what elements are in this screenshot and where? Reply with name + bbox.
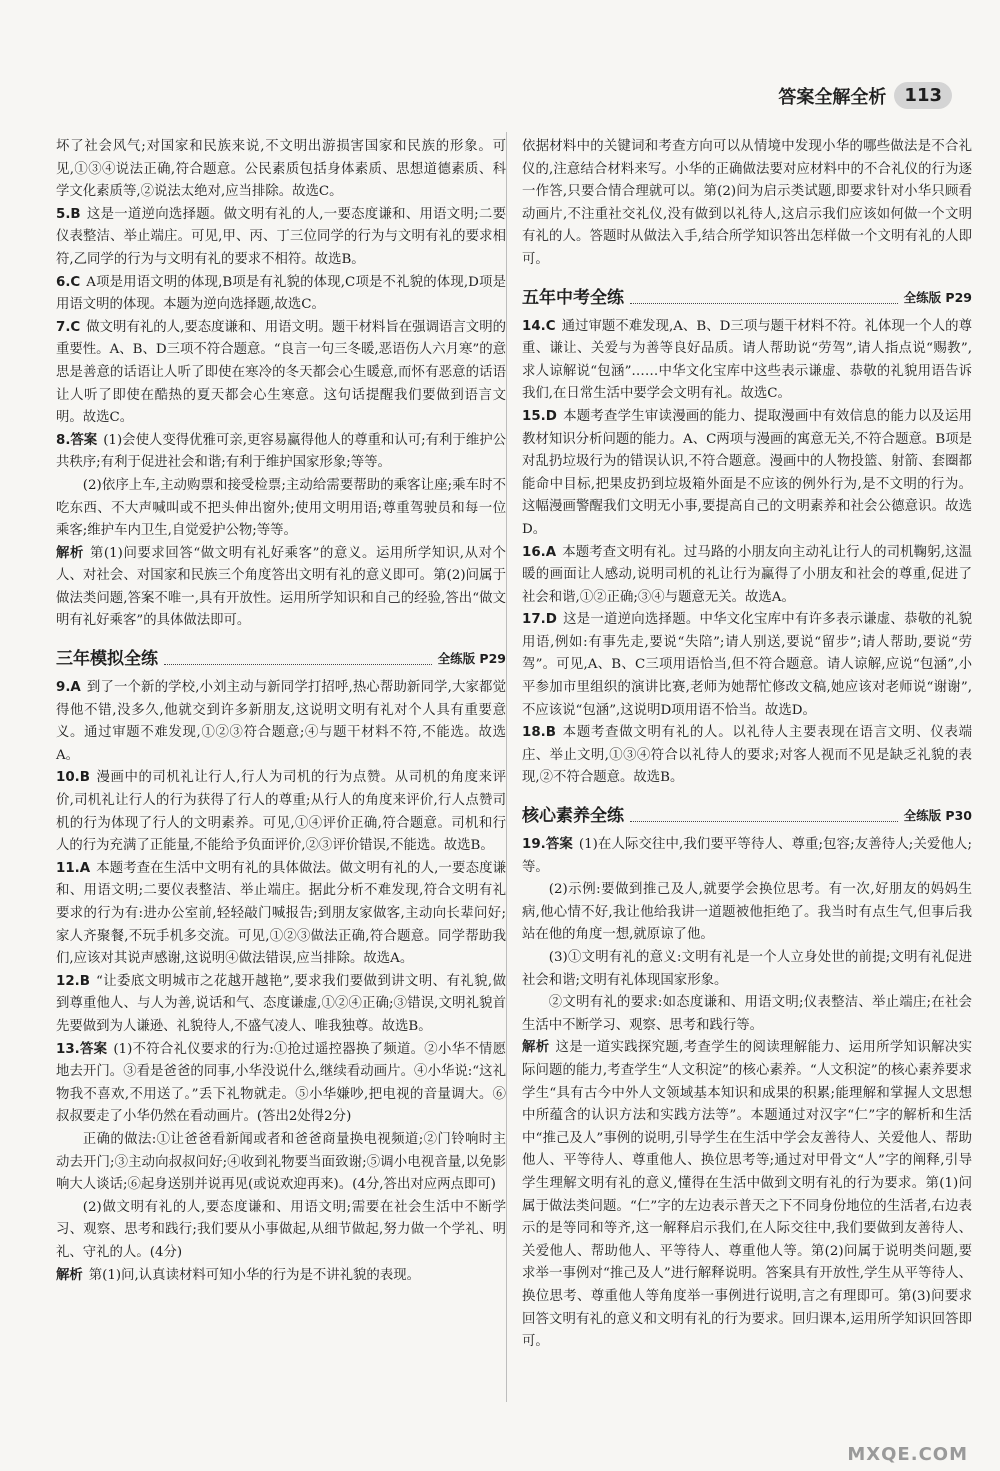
- answer-19-part-3: (3)①文明有礼的意义:文明有礼是一个人立身处世的前提;文明有礼促进社会和谐;文明有礼体现国家形象。: [522, 950, 972, 988]
- answer-13-analysis: 解析 第(1)问,认真读材料可知小华的行为是不讲礼貌的表现。: [56, 1267, 420, 1283]
- section-header-five-year: [522, 280, 972, 310]
- answer-19-analysis: 解析 这是一道实践探究题,考查学生的阅读理解能力、运用所学知识解决实际问题的能力,考查学生“人文积淀”的核心素养。“人文积淀”的核心素养要求学生“具有古今中外人文领域基本知识和成果的积累;能理解和掌握人文思想中所蕴含的认识方法和实践方法等”。本题通过对汉字“仁”字的解析和生活中“推己及人”事例的说明,引导学生在生活中学会友善待人、关爱他人、帮助他人、平等待人、尊重他人、换位思考等;通过对甲骨文“人”字的阐释,引导学生理解文明有礼的意义,懂得在生活中做到文明有礼的行为要求。第(1)问属于做法类问题。“仁”字的左边表示普天之下不同身份地位的生活者,右边表示的是等同和等齐,这一解释启示我们,在人际交往中,我们要做到友善待人、关爱他人、帮助他人、平等待人、尊重他人等。第(2)问属于说明类问题,要求举一事例对“推己及人”进行解释说明。答案具有开放性,学生从平等待人、换位思考、尊重他人等角度举一事例进行说明,言之有理即可。第(3)问要求回答文明有礼的意义和文明有礼的行为要求。回归课本,运用所学知识回答即可。: [522, 1040, 972, 1350]
- analysis-continuation: 依据材料中的关键词和考查方向可以从情境中发现小华的哪些做法是不合礼仪的,注意结合材料来写。小华的正确做法要对应材料中的不合礼仪的行为逐一作答,只要合情合理就可以。第(2)问为启示类试题,即要求针对小华只顾看动画片,不注重社交礼仪,没有做到以礼待人,这启示我们应该如何做一个文明有礼的人。答题时从做法入手,结合所学知识答出怎样做一个文明有礼的人即可。: [522, 139, 972, 267]
- answer-19-part-2: (2)示例:要做到推己及人,就要学会换位思考。有一次,好朋友的妈妈生病,他心情不好,我让他给我讲一道题被他拒绝了。我当时有点生气,但事后我站在他的角度一想,就原谅了他。: [522, 882, 972, 943]
- watermark: MXQE.COM: [847, 1444, 968, 1465]
- column-divider: [506, 132, 507, 1402]
- right-column: [522, 136, 972, 1354]
- answer-13-part-3: (2)做文明有礼的人,要态度谦和、用语文明;需要在社会生活中不断学习、观察、思考和践行;我们要从小事做起,从细节做起,努力做一个学礼、明礼、守礼的人。(4分): [56, 1199, 506, 1260]
- answer-10: 10.B 漫画中的司机礼让行人,行人为司机的行为点赞。从司机的角度来评价,司机礼让行人的行为获得了行人的尊重;从行人的角度来评价,行人点赞司机的行为体现了行人的文明素养。可见,①④评价正确,符合题意。司机和行人的行为充满了正能量,不能给予负面评价,②③评价错误,不能选。故选B。: [56, 770, 506, 854]
- answer-8-part-2: (2)依序上车,主动购票和接受检票;主动给需要帮助的乘客让座;乘车时不吃东西、不大声喊叫或不把头伸出窗外;使用文明用语;尊重驾驶员和每一位乘客;维护车内卫生,自觉爱护公物;等等。: [56, 477, 506, 539]
- header-title: 答案全解全析: [778, 86, 887, 108]
- left-column: [56, 136, 506, 1287]
- answer-18: 18.B 本题考查做文明有礼的人。以礼待人主要表现在语言文明、仪表端庄、举止文明,①③④符合以礼待人的要求;对客人视而不见是缺乏礼貌的表现,②不符合题意。故选B。: [522, 725, 972, 786]
- section-page-ref: 全练版 P30: [903, 808, 972, 824]
- section-header-three-year: [56, 641, 506, 671]
- section-title: 三年模拟全练: [56, 649, 158, 670]
- page-header: [778, 82, 952, 109]
- answer-11: 11.A 本题考查在生活中文明有礼的具体做法。做文明有礼的人,一要态度谦和、用语文明;二要仪表整洁、举止端庄。据此分析不难发现,符合文明有礼要求的行为有:进办公室前,轻轻敲门喊报告;到朋友家做客,主动向长辈问好;家人齐聚餐,不玩手机多交流。可见,①②③做法正确,符合题意。同学帮助我们,应该对其说声感谢,这说明④做法错误,应当排除。故选A。: [56, 860, 506, 967]
- section-page-ref: 全练版 P29: [903, 289, 972, 305]
- section-title: 核心素养全练: [522, 806, 624, 827]
- answer-continuation: 坏了社会风气;对国家和民族来说,不文明出游损害国家和民族的形象。可见,①③④说法正确,符合题意。公民素质包括身体素质、思想道德素质、科学文化素质等,②说法太绝对,应当排除。故选C。: [56, 139, 506, 200]
- answer-8-part-1: 8.答案 (1)会使人变得优雅可亲,更容易赢得他人的尊重和认可;有利于维护公共秩序;有利于促进社会和谐;有利于维护国家形象;等等。: [56, 432, 507, 471]
- section-title: 五年中考全练: [522, 287, 624, 308]
- section-header-core-literacy: [522, 798, 972, 828]
- answer-19-part-1: 19.答案 (1)在人际交往中,我们要平等待人、尊重;包容;友善待人;关爱他人;等。: [522, 837, 972, 875]
- answer-16: 16.A 本题考查文明有礼。过马路的小朋友向主动礼让行人的司机鞠躬,这温暖的画面让人感动,说明司机的礼让行为赢得了小朋友和社会的尊重,促进了社会和谐,①②正确;③④与题意无关。故选A。: [522, 544, 972, 605]
- page-number: 113: [894, 82, 952, 109]
- answer-17: 17.D 这是一道逆向选择题。中华文化宝库中有许多表示谦虚、恭敬的礼貌用语,例如:有事先走,要说“失陪”;请人别送,要说“留步”;请人帮助,要说“劳驾”。可见,A、B、C三项用语恰当,但不符合题意。请人谅解,应说“包涵”,小平参加市里组织的演讲比赛,老师为她帮忙修改文稿,她应该对老师说“谢谢”,不应该说“包涵”,这说明D项用语不恰当。故选D。: [522, 612, 972, 718]
- answer-5: 5.B 这是一道逆向选择题。做文明有礼的人,一要态度谦和、用语文明;二要仪表整洁、举止端庄。可见,甲、丙、丁三位同学的行为与文明有礼的要求相符,乙同学的行为与文明有礼的要求不相符。故选B。: [56, 206, 506, 267]
- answer-12: 12.B “让委底文明城市之花越开越艳”,要求我们要做到讲文明、有礼貌,做到尊重他人、与人为善,说话和气、态度谦虚,①②④正确;③错误,文明礼貌首先要做到为人谦逊、礼貌待人,不盛气凌人、唯我独尊。故选B。: [56, 973, 506, 1034]
- answer-15: 15.D 本题考查学生审读漫画的能力、提取漫画中有效信息的能力以及运用教材知识分析问题的能力。A、C两项与漫画的寓意无关,不符合题意。B项是对乱扔垃圾行为的错误认识,不符合题意。漫画中的人物投篮、射箭、套圈都能命中目标,把果皮扔到垃圾箱外面是不应该的例外行为,是不文明的行为。这幅漫画警醒我们文明无小事,要提高自己的文明素养和社会公德意识。故选D。: [522, 408, 972, 537]
- answer-19-part-4: ②文明有礼的要求:如态度谦和、用语文明;仪表整洁、举止端庄;在社会生活中不断学习、观察、思考和践行等。: [522, 995, 972, 1033]
- answer-13-part-1: 13.答案 (1)不符合礼仪要求的行为:①抢过遥控器换了频道。②小华不情愿地去开门。③看是爸爸的同事,小华没说什么,继续看动画片。④小华说:“这礼物我不喜欢,不用送了。”丢下礼物就走。⑤小华嫌吵,把电视的音量调大。⑥叔叔要走了小华仍然在看动画片。(答出2处得2分): [56, 1041, 506, 1125]
- answer-7: 7.C 做文明有礼的人,要态度谦和、用语文明。题干材料旨在强调语言文明的重要性。A、B、D三项不符合题意。“良言一句三冬暖,恶语伤人六月寒”的意思是善意的话语让人听了即使在寒冷的冬天都会心生暖意,而怀有恶意的话语让人听了即使在酷热的夏天都会心生寒意。这句话提醒我们要做到语言文明。故选C。: [56, 319, 506, 426]
- section-page-ref: 全练版 P29: [437, 651, 506, 667]
- answer-13-part-2: 正确的做法:①让爸爸看新闻或者和爸爸商量换电视频道;②门铃响时主动去开门;③主动向叔叔问好;④收到礼物要当面致谢;⑤调小电视音量,以免影响大人谈话;⑥起身送别并说再见(或说欢迎再来)。(4分,答出对应两点即可): [56, 1131, 506, 1193]
- answer-6: 6.C A项是用语文明的体现,B项是有礼貌的体现,C项是不礼貌的体现,D项是用语文明的体现。本题为逆向选择题,故选C。: [56, 274, 506, 313]
- answer-14: 14.C 通过审题不难发现,A、B、D三项与题干材料不符。礼体现一个人的尊重、谦让、关爱与为善等良好品质。请人帮助说“劳驾”,请人指点说“赐教”,求人谅解说“包涵”……中华文化宝库中这些表示谦虚、恭敬的礼貌用语告诉我们,在日常生活中要学会文明有礼。故选C。: [522, 318, 972, 402]
- answer-9: 9.A 到了一个新的学校,小刘主动与新同学打招呼,热心帮助新同学,大家都觉得他不错,没多久,他就交到许多新朋友,这说明文明有礼对个人具有重要意义。通过审题不难发现,①②③符合题意;④与题干材料不符,不能选。故选A。: [56, 680, 506, 763]
- answer-8-analysis: 解析 第(1)问要求回答“做文明有礼好乘客”的意义。运用所学知识,从对个人、对社会、对国家和民族三个角度答出文明有礼的意义即可。第(2)问属于做法类问题,答案不唯一,具有开放性。运用所学知识和自己的经验,答出“做文明有礼好乘客”的具体做法即可。: [56, 545, 506, 629]
